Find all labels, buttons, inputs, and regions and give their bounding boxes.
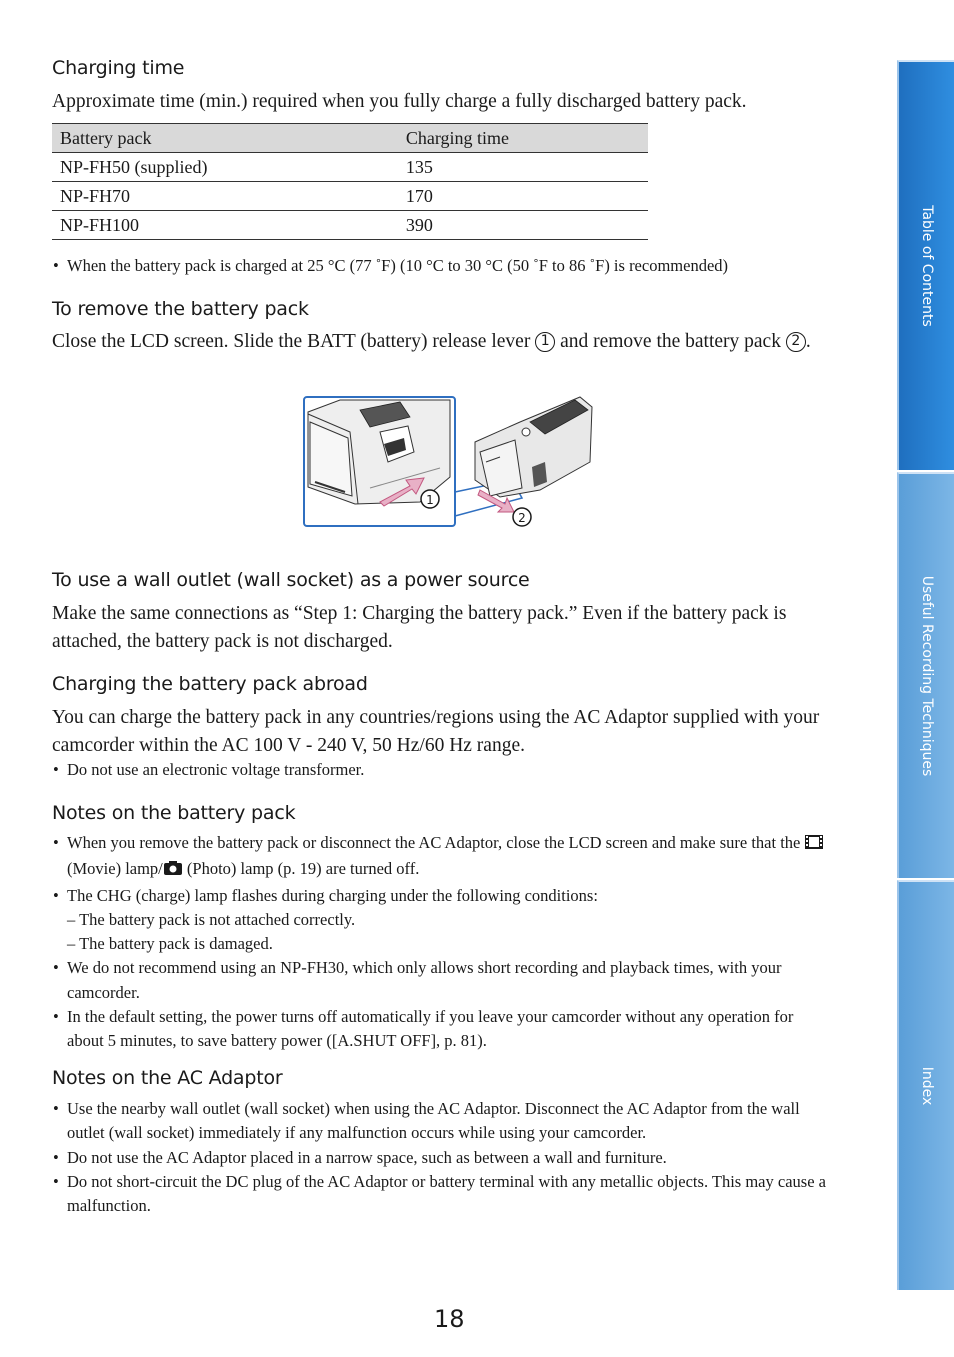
- list-subitem: – The battery pack is damaged.: [67, 934, 273, 954]
- table-row: [52, 211, 648, 240]
- charging-time-notes: [52, 254, 832, 278]
- table-header-row: [52, 124, 648, 153]
- wall-outlet-text: Make the same connections as “Step 1: Charging the battery pack.” Even if the battery pack is attached, the battery pack is not discharged.: [52, 603, 787, 652]
- table-cell: 390: [392, 211, 648, 240]
- table-header-cell: Charging time: [392, 124, 648, 153]
- list-subitem: – The battery pack is not attached correctly.: [67, 909, 356, 929]
- text-segment: .: [805, 331, 811, 352]
- tab-label: Useful Recording Techniques: [918, 575, 935, 777]
- section-heading-remove-battery: To remove the battery pack: [52, 298, 309, 320]
- section-heading-wall-outlet: To use a wall outlet (wall socket) as a power source: [52, 569, 530, 591]
- camcorder-illustration: [300, 392, 600, 532]
- tab-table-of-contents[interactable]: [897, 60, 954, 470]
- battery-removal-illustration: [300, 392, 600, 532]
- list-item: • When the battery pack is charged at 25 °C (77 ˚F) (10 °C to 30 °C (50 ˚F to 86 ˚F) is recommended): [52, 254, 832, 278]
- list-item: • We do not recommend using an NP-FH30, which only allows short recording and playback times, with your camcorder.: [52, 956, 832, 1005]
- callout-number-2: 2: [786, 332, 806, 352]
- text-segment: Close the LCD screen. Slide the BATT (battery) release lever: [52, 331, 536, 352]
- camera-icon: [163, 859, 183, 883]
- text-segment: and remove the battery pack: [555, 331, 786, 352]
- tab-label: Index: [918, 1066, 935, 1106]
- section-heading-notes-ac: Notes on the AC Adaptor: [52, 1067, 283, 1089]
- list-item: • Do not use the AC Adaptor placed in a narrow space, such as between a wall and furniture.: [52, 1146, 832, 1170]
- movie-icon: [804, 833, 824, 857]
- tab-index[interactable]: [897, 880, 954, 1290]
- list-item: • Do not use an electronic voltage transformer.: [52, 758, 832, 782]
- list-item: • In the default setting, the power turns off automatically if you leave your camcorder without any operation for about 5 minutes, to save battery power ([A.SHUT OFF], p. 81).: [52, 1005, 832, 1054]
- section-heading-charging-time: Charging time: [52, 57, 185, 79]
- list-item: [52, 831, 832, 884]
- callout-number-1: 1: [535, 332, 555, 352]
- notes-ac-list: [52, 1097, 832, 1218]
- notes-battery-list: [52, 831, 832, 1054]
- figure-callout-2: 2: [518, 511, 526, 525]
- list-item: • Use the nearby wall outlet (wall socket) when using the AC Adaptor. Disconnect the AC Adaptor from the wall outlet (wall socket) immediately if any malfunction occurs while using your camcorder.: [52, 1097, 832, 1146]
- abroad-text: You can charge the battery pack in any countries/regions using the AC Adaptor supplied with your camcorder within the AC 100 V - 240 V, 50 Hz/60 Hz range.: [52, 707, 820, 756]
- table-cell: NP-FH70: [52, 182, 392, 211]
- text-segment: (Movie) lamp/: [67, 859, 163, 879]
- table-row: [52, 182, 648, 211]
- table-cell: NP-FH100: [52, 211, 392, 240]
- charging-time-table: [52, 123, 648, 240]
- table-cell: 170: [392, 182, 648, 211]
- list-item: • Do not short-circuit the DC plug of the AC Adaptor or battery terminal with any metallic objects. This may cause a malfunction.: [52, 1170, 832, 1219]
- list-item: • The CHG (charge) lamp flashes during charging under the following conditions:: [52, 884, 832, 908]
- text-segment: When you remove the battery pack or disconnect the AC Adaptor, close the LCD screen and make sure that the: [67, 833, 805, 852]
- table-header-cell: Battery pack: [52, 124, 392, 153]
- table-row: [52, 153, 648, 182]
- page-number: 18: [434, 1305, 465, 1333]
- section-heading-notes-battery: Notes on the battery pack: [52, 802, 296, 824]
- remove-battery-text: [52, 328, 842, 356]
- table-cell: 135: [392, 153, 648, 182]
- figure-callout-1: 1: [426, 493, 434, 507]
- tab-useful-recording-techniques[interactable]: [897, 472, 954, 878]
- tab-label: Table of Contents: [918, 205, 935, 327]
- section-heading-abroad: Charging the battery pack abroad: [52, 673, 368, 695]
- text-segment: (Photo) lamp (p. 19) are turned off.: [182, 859, 420, 879]
- charging-time-intro: Approximate time (min.) required when you fully charge a fully discharged battery pack.: [52, 91, 747, 112]
- abroad-notes: [52, 758, 832, 782]
- table-cell: NP-FH50 (supplied): [52, 153, 392, 182]
